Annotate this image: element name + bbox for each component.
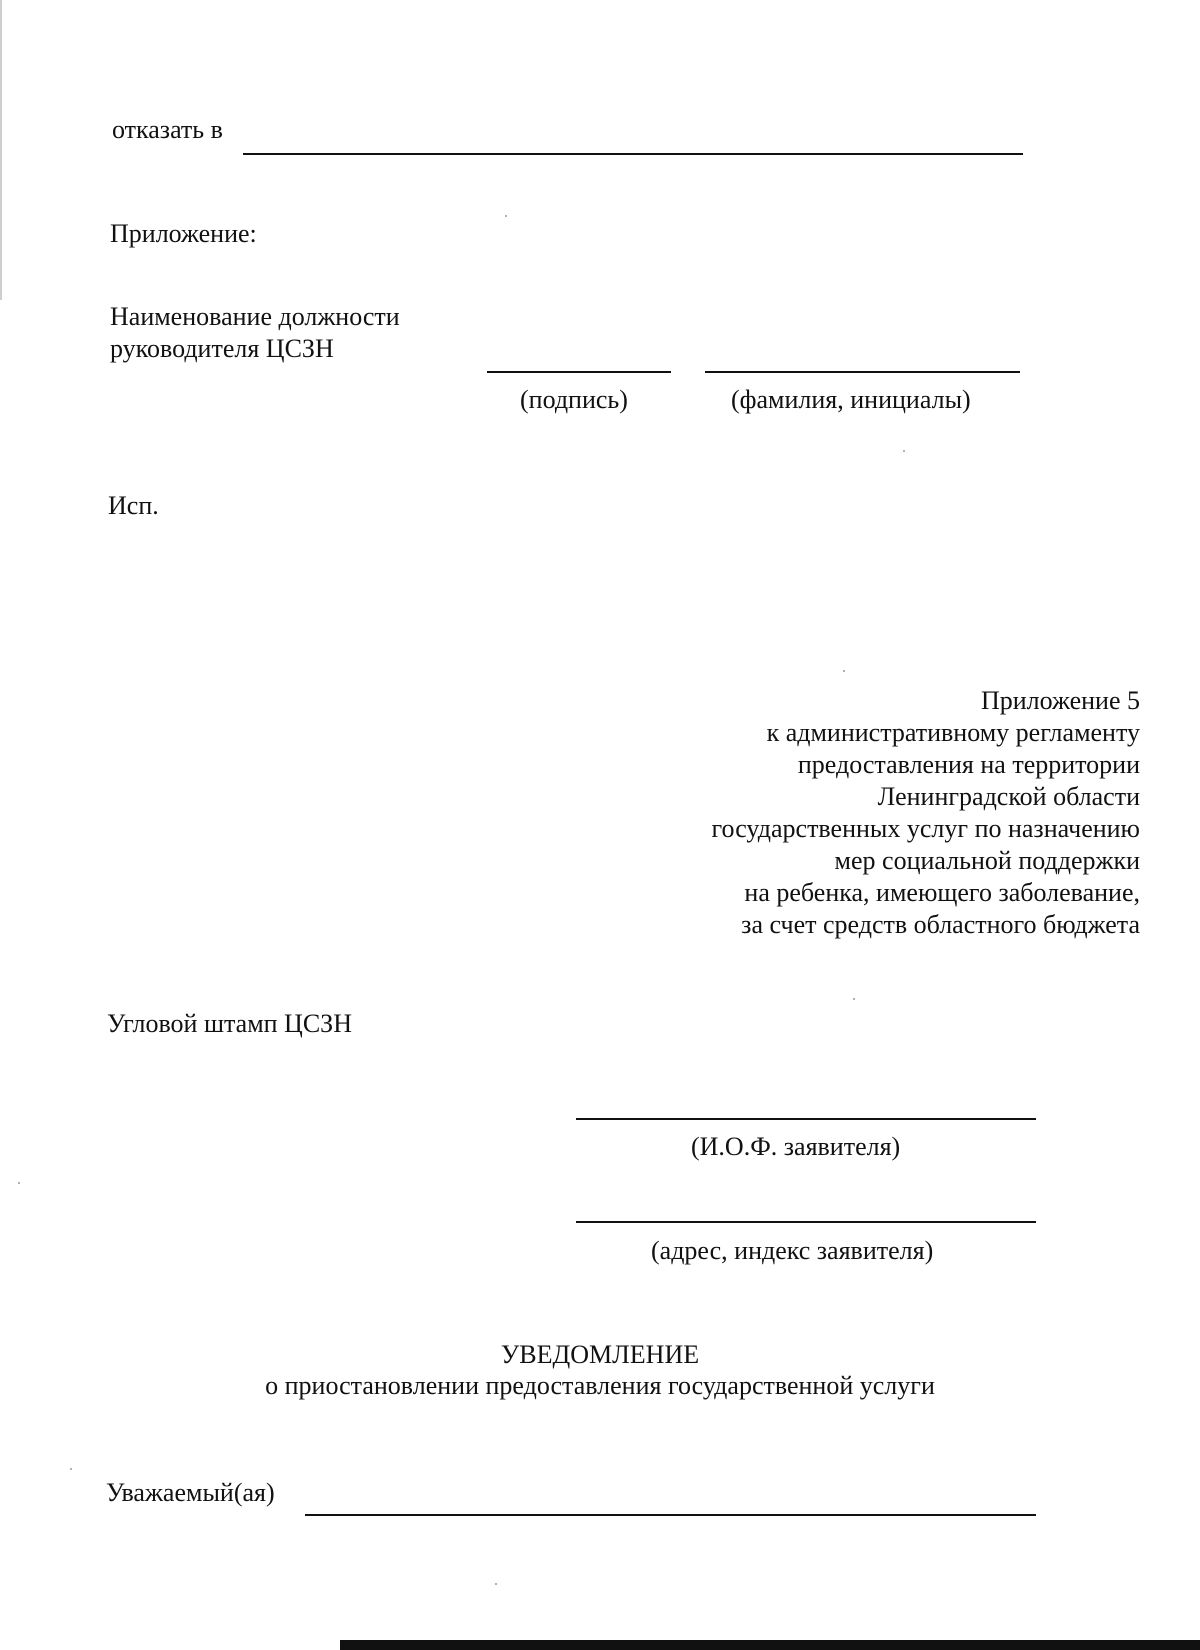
appendix-line: на ребенка, имеющего заболевание, — [744, 878, 1140, 907]
signatory-position-line-1: Наименование должности — [110, 302, 400, 331]
salutation-label: Уважаемый(ая) — [106, 1478, 275, 1507]
appendix-line: государственных услуг по назначению — [711, 814, 1140, 843]
scan-speck — [903, 450, 905, 452]
refuse-fill-line — [243, 153, 1023, 155]
applicant-address-fill-line — [576, 1221, 1036, 1223]
corner-stamp-label: Угловой штамп ЦСЗН — [107, 1009, 352, 1038]
scan-speck — [70, 1468, 72, 1470]
applicant-name-fill-line — [576, 1118, 1036, 1120]
scan-speck — [18, 1182, 20, 1184]
appendix-line: за счет средств областного бюджета — [741, 910, 1140, 939]
salutation-fill-line — [305, 1514, 1036, 1516]
scan-speck — [843, 670, 845, 672]
signatory-position-line-2: руководителя ЦСЗН — [110, 334, 334, 363]
surname-fill-line — [705, 371, 1020, 373]
appendix-header — [712, 685, 1140, 941]
executor-label: Исп. — [108, 491, 159, 520]
appendix-line: Приложение 5 — [980, 686, 1140, 715]
appendix-line: Ленинградской области — [877, 782, 1140, 811]
applicant-name-caption: (И.О.Ф. заявителя) — [691, 1132, 901, 1161]
attachment-label: Приложение: — [110, 219, 257, 248]
surname-caption: (фамилия, инициалы) — [731, 385, 971, 414]
appendix-line: к административному регламенту — [766, 718, 1140, 747]
notice-title: УВЕДОМЛЕНИЕ — [500, 1340, 700, 1369]
applicant-address-caption: (адрес, индекс заявителя) — [651, 1236, 934, 1265]
scan-edge-bottom-gap — [0, 1640, 340, 1650]
scan-speck — [495, 1583, 497, 1585]
appendix-line: мер социальной поддержки — [834, 846, 1140, 875]
scan-speck — [853, 998, 855, 1000]
appendix-line: предоставления на территории — [797, 750, 1140, 779]
refuse-label: отказать в — [112, 115, 223, 144]
notice-subtitle: о приостановлении предоставления государственной услуги — [265, 1371, 935, 1400]
scan-edge-left — [0, 0, 2, 300]
signature-fill-line — [487, 371, 671, 373]
scan-speck — [505, 215, 507, 217]
signature-caption: (подпись) — [520, 385, 628, 414]
